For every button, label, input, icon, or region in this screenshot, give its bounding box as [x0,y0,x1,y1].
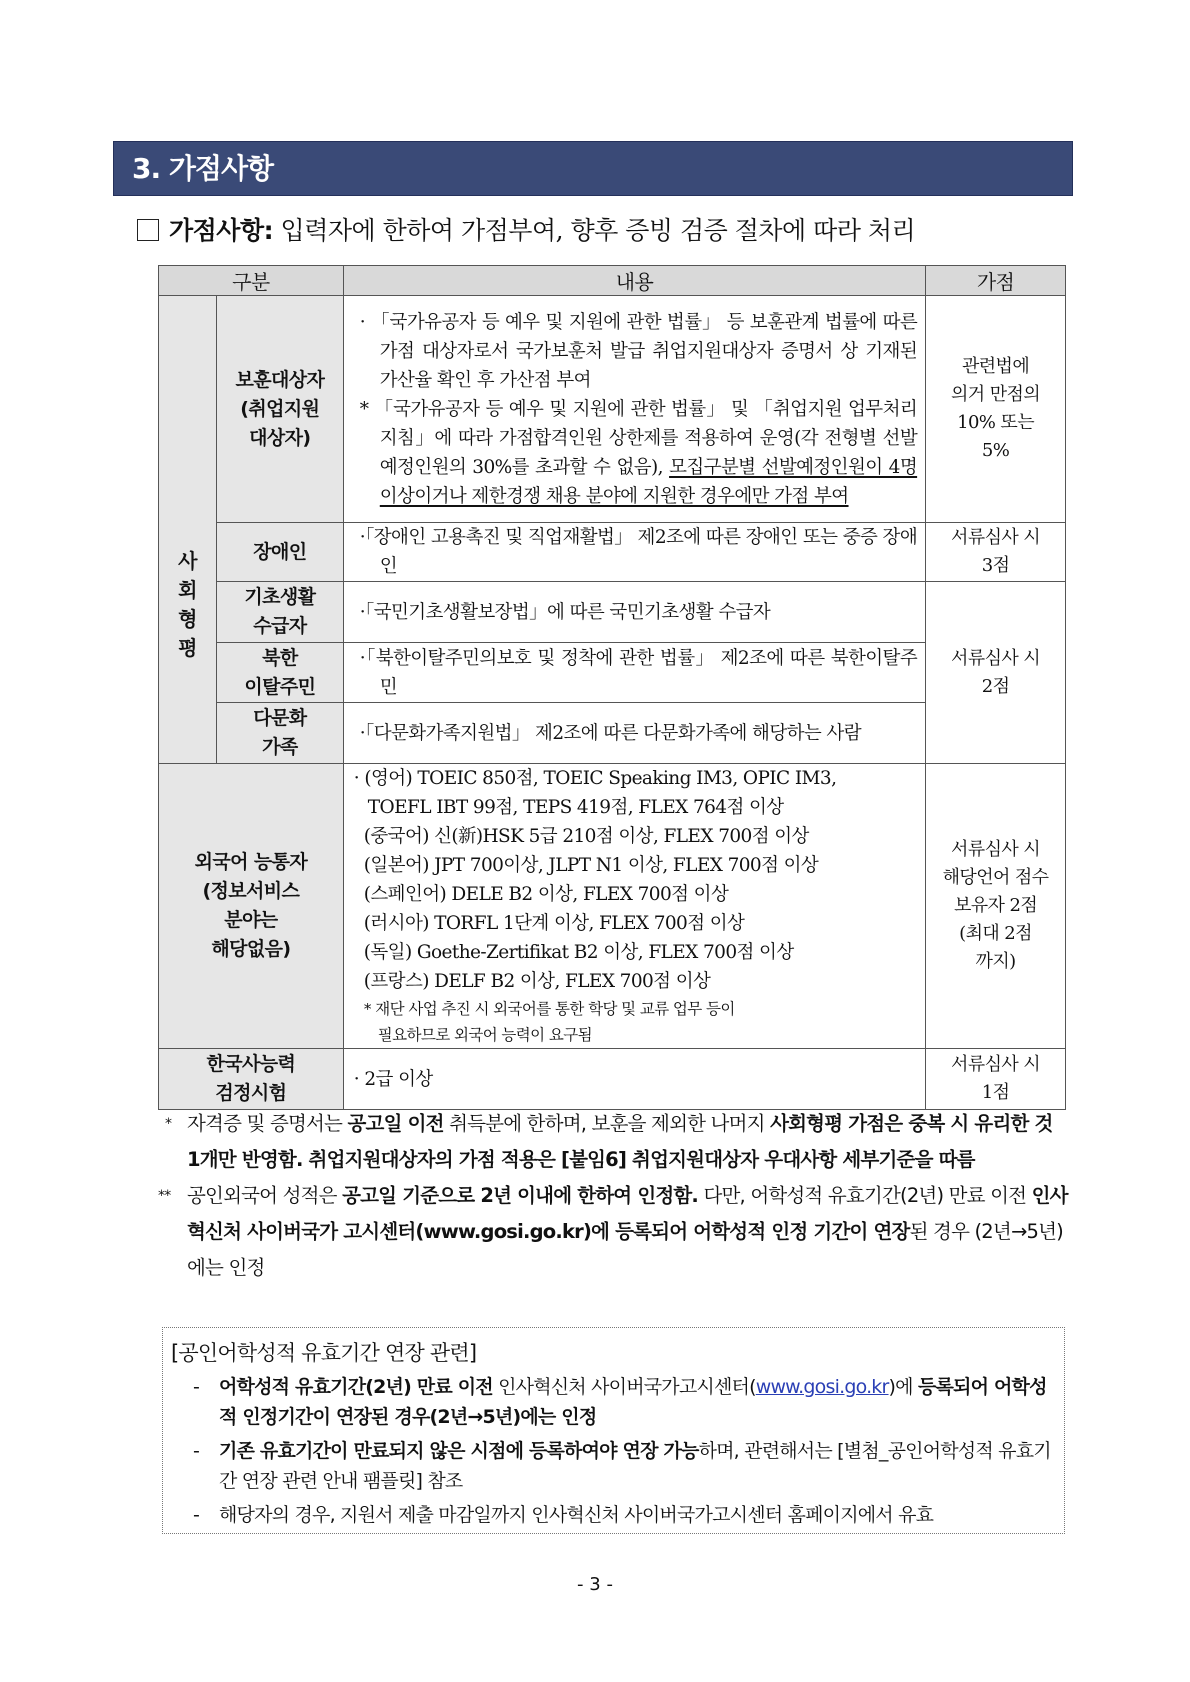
table-row [159,764,1066,1049]
info-item: - 해당자의 경우, 지원서 제출 마감일까지 인사혁신처 사이버국가고시센터 홈페이지에서 유효 [193,1504,934,1526]
underlined-condition: 모집구분별 선발예정인원이 4명 이상이거나 제한경쟁 채용 분야에 지원한 경우에만 가점 부여 [379,456,918,507]
intro-label: 가점사항: [169,216,274,245]
info-item: - 기존 유효기간이 만료되지 않은 시점에 등록하여야 연장 가능하며, 관련해서는 [별첨_공인어학성적 유효기간 연장 관련 안내 팸플릿] 참조 [193,1440,1051,1492]
content-korean-history: · 2급 이상 [343,1049,925,1110]
info-box-title: [공인어학성적 유효기간 연장 관련] [171,1341,477,1365]
table-row [159,1049,1066,1110]
gosi-link[interactable]: www.gosi.go.kr [755,1376,889,1398]
content-basic-livelihood: ·「국민기초생활보장법」에 따른 국민기초생활 수급자 [343,582,925,643]
content-disabled: ·「장애인 고용촉진 및 직업재활법」 제2조에 따른 장애인 또는 중증 장애인 [343,523,925,582]
category-foreign-language: 외국어 능통자 (정보서비스 분야는 해당없음) [159,764,344,1049]
header-content: 내용 [343,266,925,296]
table-row [159,523,1066,582]
content-veterans: · 「국가유공자 등 예우 및 지원에 관한 법률」 등 보훈관계 법률에 따른 가점 대상자로서 국가보훈처 발급 취업지원대상자 증명서 상 기재된 가산율 확인 후 가산점 부여 * 「국가유공자 등 예우 및 지원에 관한 법률」 및 「취업지원 업무처리지침」에 따라 가점합격인원 상한제를 적용하여 운영(각 전형별 선발예정인원의 30%를 초과할 수 없음), 모집구분별 선발예정인원이 4명 이상이거나 제한경쟁 채용 분야에 지원한 경우에만 가점 부여 [343,296,925,523]
score-veterans: 관련법에 의거 만점의 10% 또는 5% [926,296,1066,523]
table-row [159,582,1066,643]
category-basic-livelihood: 기초생활 수급자 [216,582,343,643]
score-foreign-language: 서류심사 시 해당언어 점수 보유자 2점 (최대 2점 까지) [926,764,1066,1049]
info-item: - 어학성적 유효기간(2년) 만료 이전 인사혁신처 사이버국가고시센터(www.gosi.go.kr)에 등록되어 어학성적 인정기간이 연장된 경우(2년→5년)에는 인정 [193,1376,1047,1428]
content-foreign-language: · (영어) TOEIC 850점, TOEIC Speaking IM3, OPIC IM3, TOEFL IBT 99점, TEPS 419점, FLEX 764점 이상 (중국어) 신(新)HSK 5급 210점 이상, FLEX 700점 이상 (일본어) JPT 700이상, JLPT N1 이상, FLEX 700점 이상 (스페인어) DELE B2 이상, FLEX 700점 이상 (러시아) TORFL 1단계 이상, FLEX 700점 이상 (독일) Goethe-Zertifikat B2 이상, FLEX 700점 이상 (프랑스) DELF B2 이상, FLEX 700점 이상 * 재단 사업 추진 시 외국어를 통한 학당 및 교류 업무 등이 필요하므로 외국어 능력이 요구됨 [343,764,925,1049]
bonus-points-table [158,265,1066,1110]
category-disabled: 장애인 [216,523,343,582]
section-title-bar [113,141,1073,196]
score-korean-history: 서류심사 시 1점 [926,1049,1066,1110]
page-number: - 3 - [577,1574,613,1595]
score-basic-nk-multicultural: 서류심사 시 2점 [926,582,1066,764]
category-korean-history: 한국사능력 검정시험 [159,1049,344,1110]
note-language-scores: ** 공인외국어 성적은 공고일 기준으로 2년 이내에 한하여 인정함. 다만, 어학성적 유효기간(2년) 만료 이전 인사혁신처 사이버국가 고시센터(www.gosi.go.kr)에 등록되어 어학성적 인정 기간이 연장된 경우 (2년→5년)에는 인정 [158,1184,1068,1279]
category-multicultural-family: 다문화 가족 [216,703,343,764]
header-category: 구분 [159,266,344,296]
section-title: 3. 가점사항 [132,152,274,185]
category-north-korean-defectors: 북한 이탈주민 [216,643,343,703]
checkbox-square-icon [137,219,159,241]
content-multicultural-family: ·「다문화가족지원법」 제2조에 따른 다문화가족에 해당하는 사람 [343,703,925,764]
validity-extension-info-box [162,1327,1065,1534]
content-north-korean-defectors: ·「북한이탈주민의보호 및 정착에 관한 법률」 제2조에 따른 북한이탈주민 [343,643,925,703]
group-label-social-equity: 사 회 형 평 [159,296,217,764]
score-disabled: 서류심사 시 3점 [926,523,1066,582]
intro-line [137,211,915,247]
table-header-row [159,266,1066,296]
intro-text: 입력자에 한하여 가점부여, 향후 증빙 검증 절차에 따라 처리 [273,216,916,245]
note-certificates: * 자격증 및 증명서는 공고일 이전 취득분에 한하며, 보훈을 제외한 나머지 사회형평 가점은 중복 시 유리한 것 1개만 반영함. 취업지원대상자의 가점 적용은 [붙임6] 취업지원대상자 우대사항 세부기준을 따름 [165,1112,1053,1171]
category-veterans: 보훈대상자 (취업지원 대상자) [216,296,343,523]
table-notes [158,1106,1070,1286]
header-score: 가점 [926,266,1066,296]
table-row [159,296,1066,523]
